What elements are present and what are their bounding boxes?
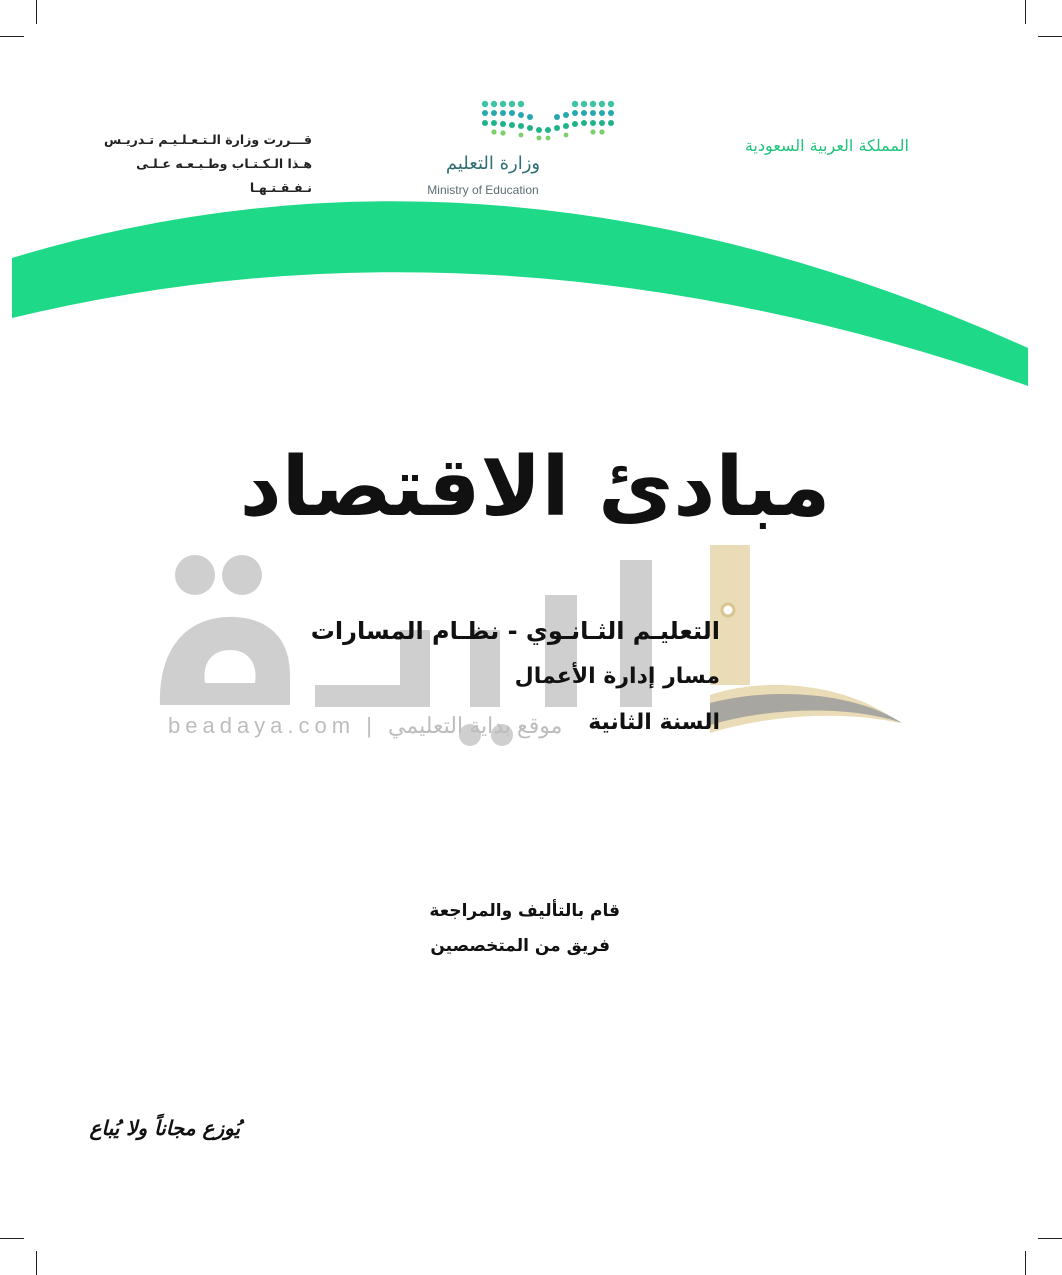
kingdom-name: المملكة العربية السعودية <box>744 136 909 155</box>
watermark-site-label: beadaya.com | موقع بداية التعليمي <box>168 713 563 738</box>
free-distribution-note: يُوزع مجاناً ولا يُباع <box>89 1116 240 1140</box>
credits-line-1: قام بالتأليف والمراجعة <box>429 901 620 921</box>
book-title: مبادئ الاقتصاد <box>239 440 831 535</box>
approval-statement <box>100 128 312 200</box>
ministry-name-arabic: وزارة التعليم <box>445 153 541 174</box>
crop-mark-bottom-right-v <box>1025 1251 1026 1275</box>
crop-mark-bottom-left-v <box>36 1251 37 1275</box>
crop-mark-bottom-right-h <box>1038 1238 1062 1239</box>
book-subtitle-year: السنة الثانية <box>588 710 720 735</box>
green-arc-band <box>0 0 1062 420</box>
book-subtitle-education-level: التعليـم الثـانـوي - نظـام المسارات <box>310 617 720 645</box>
book-subtitle-track: مسار إدارة الأعمال <box>514 664 720 689</box>
credits-line-2: فريق من المتخصصين <box>430 936 610 956</box>
approval-line-1: قـــررت وزارة الـتـعـلـيـم تـدريـس <box>104 132 312 147</box>
ministry-name-english: Ministry of Education <box>427 183 539 197</box>
approval-line-2: هـذا الـكـتـاب وطـبـعـه عـلـى نـفـقـتـهـا <box>136 156 312 195</box>
crop-mark-bottom-left-h <box>0 1238 24 1239</box>
